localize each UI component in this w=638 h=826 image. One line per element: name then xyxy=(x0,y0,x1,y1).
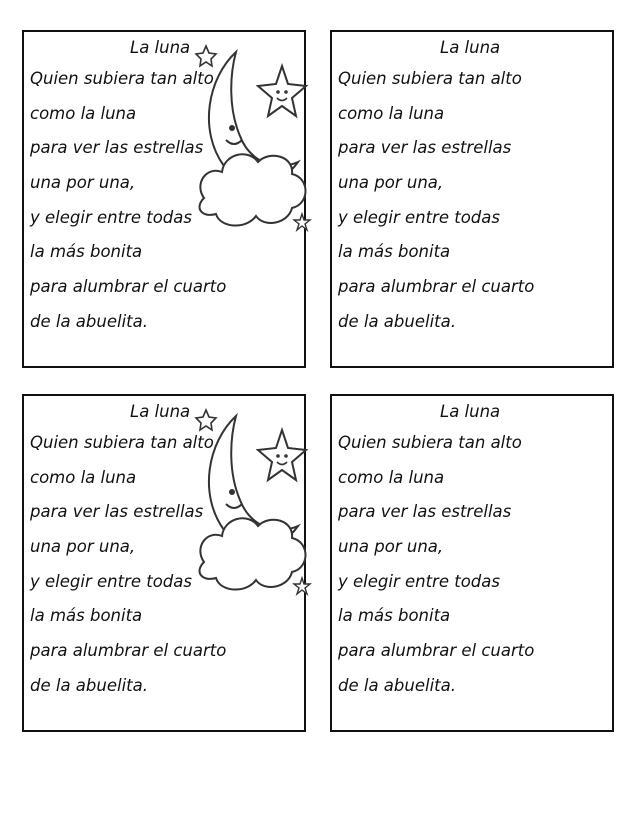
star-face-icon xyxy=(258,430,306,480)
poem-line: y elegir entre todas xyxy=(30,207,192,227)
poem-title: La luna xyxy=(440,402,501,421)
poem-line: como la luna xyxy=(338,103,445,123)
poem-line: para alumbrar el cuarto xyxy=(338,277,535,297)
poem-card-top-left xyxy=(22,30,306,368)
poem-line: la más bonita xyxy=(30,606,143,626)
poem-line: de la abuelita. xyxy=(338,311,456,331)
poem-lines xyxy=(30,433,226,711)
poem-line: Quien subiera tan alto xyxy=(338,433,522,452)
poem-line: una por una, xyxy=(338,173,444,193)
small-star-icon xyxy=(196,46,216,66)
poem-lines xyxy=(30,69,226,347)
poem-line: para ver las estrellas xyxy=(338,138,512,158)
poem-title: La luna xyxy=(130,402,191,421)
tiny-star-icon xyxy=(294,578,310,594)
poem-line: Quien subiera tan alto xyxy=(338,69,522,88)
poem-line: como la luna xyxy=(338,467,445,487)
poem-card-top-right xyxy=(330,30,614,368)
poem-line: Quien subiera tan alto xyxy=(30,69,214,88)
poem-line: la más bonita xyxy=(338,606,451,626)
poem-line: para ver las estrellas xyxy=(30,502,204,522)
poem-line: para alumbrar el cuarto xyxy=(30,641,227,661)
poem-line: la más bonita xyxy=(30,242,143,262)
poem-line: Quien subiera tan alto xyxy=(30,433,214,452)
poem-card-bottom-left xyxy=(22,394,306,732)
poem-line: una por una, xyxy=(30,537,136,557)
poem-line: para ver las estrellas xyxy=(30,138,204,158)
poem-line: de la abuelita. xyxy=(338,675,456,695)
poem-line: y elegir entre todas xyxy=(338,207,500,227)
poem-line: una por una, xyxy=(338,537,444,557)
poem-line: para ver las estrellas xyxy=(338,502,512,522)
poem-line: como la luna xyxy=(30,467,137,487)
poem-line: y elegir entre todas xyxy=(338,571,500,591)
poem-title: La luna xyxy=(130,38,191,57)
poem-line: la más bonita xyxy=(338,242,451,262)
poem-line: para alumbrar el cuarto xyxy=(338,641,535,661)
poem-card-bottom-right xyxy=(330,394,614,732)
poem-title: La luna xyxy=(440,38,501,57)
poem-lines xyxy=(338,69,534,347)
small-star-icon xyxy=(196,410,216,430)
poem-line: y elegir entre todas xyxy=(30,571,192,591)
tiny-star-icon xyxy=(294,214,310,230)
star-face-icon xyxy=(258,66,306,116)
poem-line: de la abuelita. xyxy=(30,311,148,331)
poem-line: una por una, xyxy=(30,173,136,193)
poem-line: de la abuelita. xyxy=(30,675,148,695)
poem-line: para alumbrar el cuarto xyxy=(30,277,227,297)
poem-line: como la luna xyxy=(30,103,137,123)
poem-lines xyxy=(338,433,534,711)
